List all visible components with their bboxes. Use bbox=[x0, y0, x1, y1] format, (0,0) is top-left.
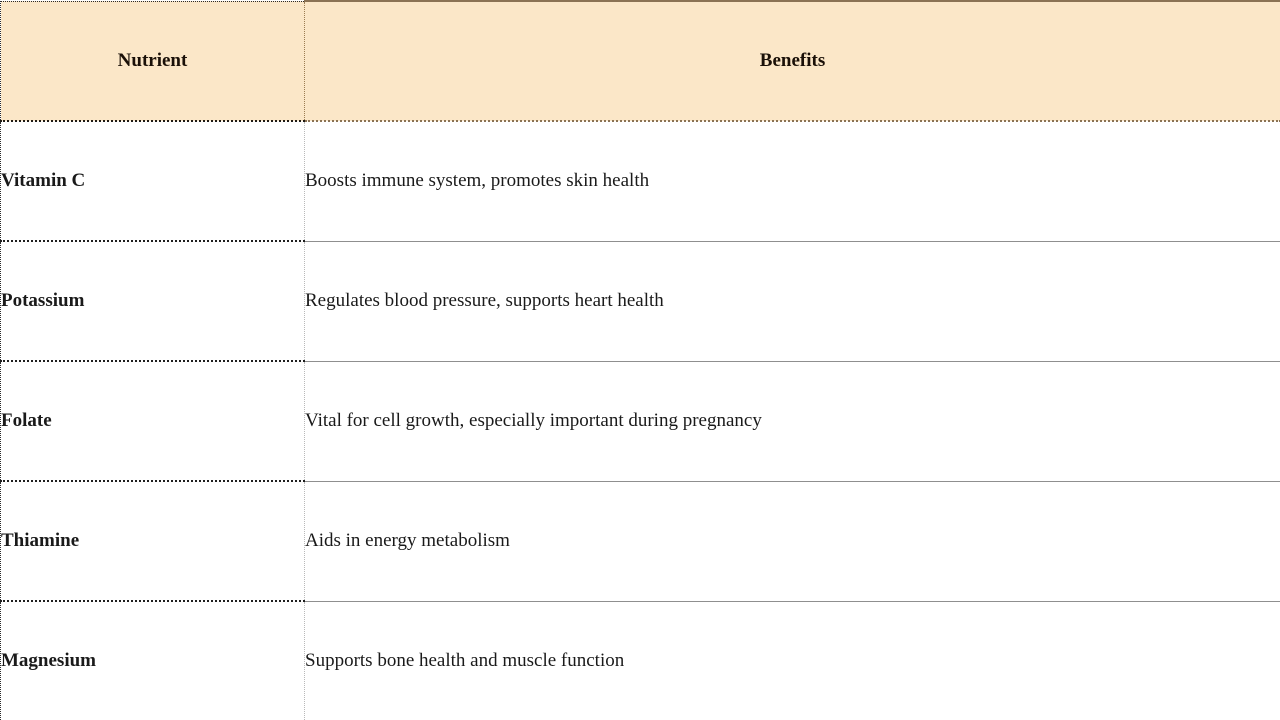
cell-benefits: Vital for cell growth, especially important during pregnancy bbox=[305, 361, 1280, 481]
header-row bbox=[1, 1, 1280, 121]
table-row bbox=[1, 361, 1280, 481]
cell-nutrient: Thiamine bbox=[1, 481, 305, 601]
table-row bbox=[1, 601, 1280, 720]
table-header bbox=[1, 1, 1280, 121]
cell-nutrient: Folate bbox=[1, 361, 305, 481]
cell-nutrient: Potassium bbox=[1, 241, 305, 361]
cell-nutrient: Vitamin C bbox=[1, 121, 305, 241]
cell-benefits: Boosts immune system, promotes skin health bbox=[305, 121, 1280, 241]
cell-nutrient: Magnesium bbox=[1, 601, 305, 720]
table-row bbox=[1, 241, 1280, 361]
cell-benefits: Regulates blood pressure, supports heart health bbox=[305, 241, 1280, 361]
column-header-benefits: Benefits bbox=[305, 1, 1280, 121]
cell-benefits: Aids in energy metabolism bbox=[305, 481, 1280, 601]
table-row bbox=[1, 121, 1280, 241]
table-row bbox=[1, 481, 1280, 601]
table-body bbox=[1, 121, 1280, 720]
cell-benefits: Supports bone health and muscle function bbox=[305, 601, 1280, 720]
column-header-nutrient: Nutrient bbox=[1, 1, 305, 121]
